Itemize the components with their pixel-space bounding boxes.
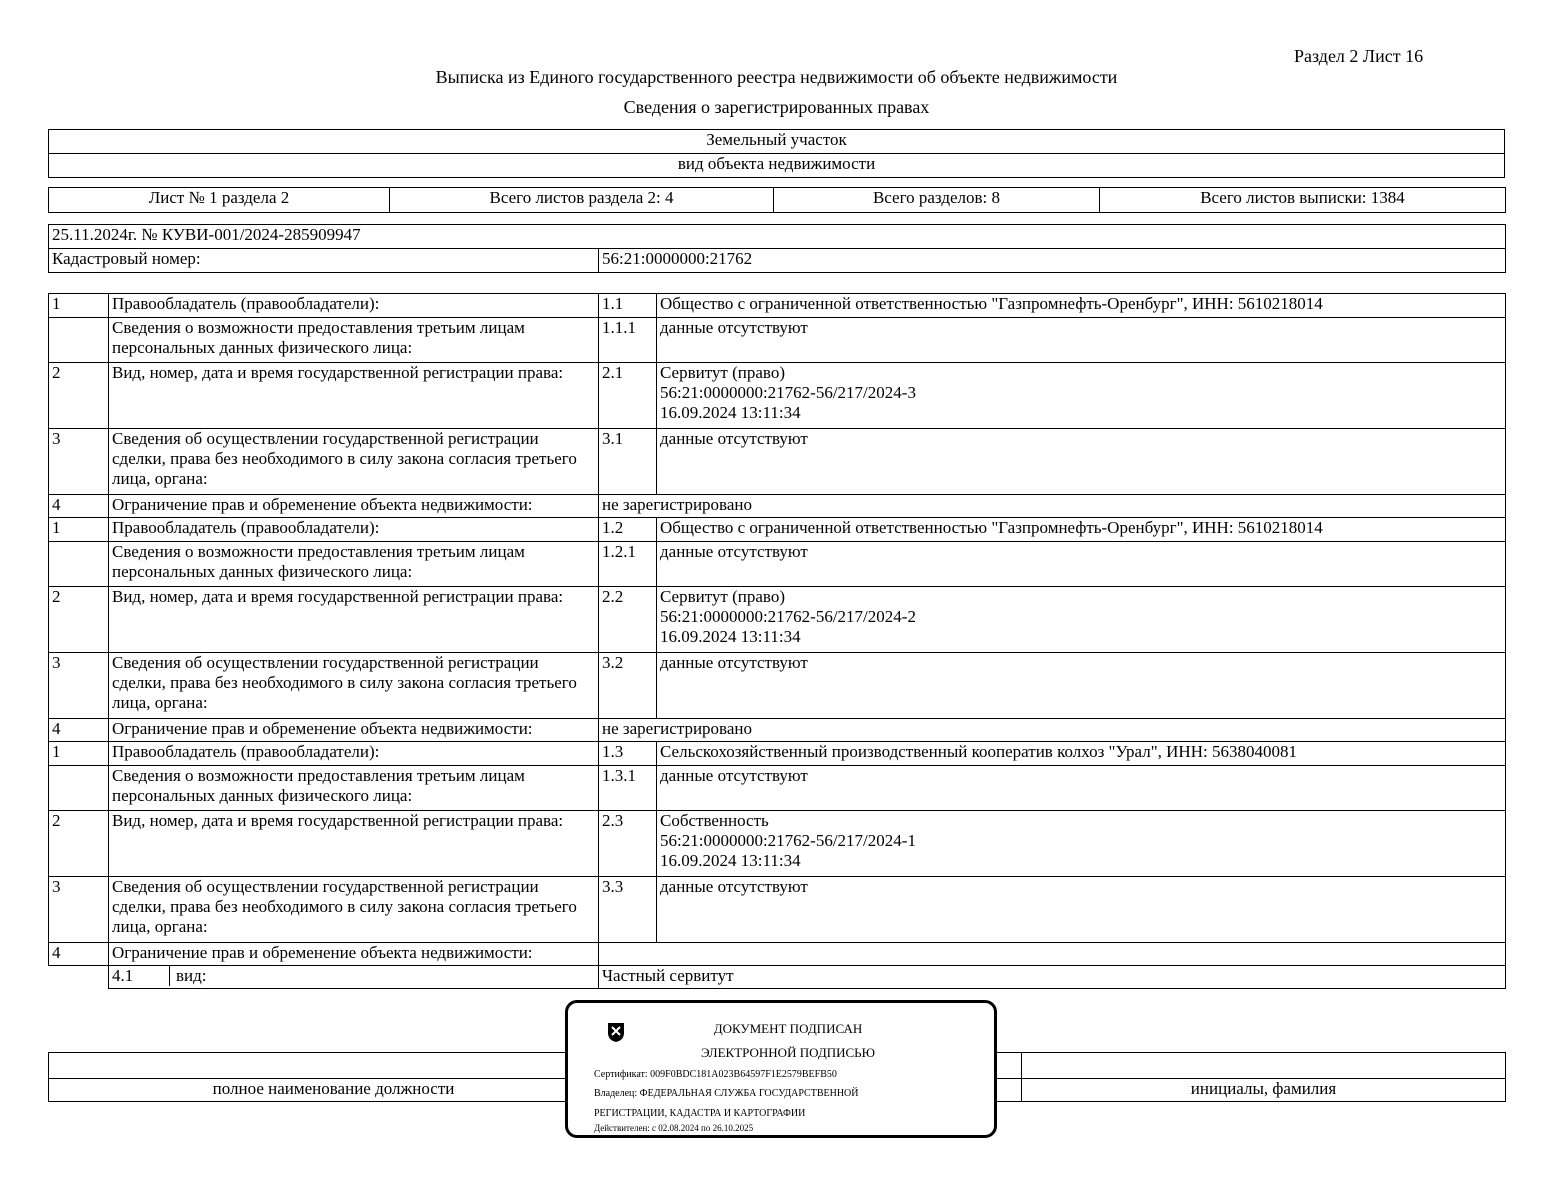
row-number: 3 [49, 653, 109, 719]
row-code: 3.1 [599, 429, 657, 495]
row-label: Сведения о возможности предоставления третьим лицам персональных данных физического лица: [109, 766, 599, 811]
table-row [49, 877, 1506, 943]
row-value: данные отсутствуют [657, 318, 1506, 363]
cadastral-label: Кадастровый номер: [49, 249, 599, 273]
row-value: данные отсутствуют [657, 877, 1506, 943]
document-subtitle: Сведения о зарегистрированных правах [623, 97, 930, 117]
e-signature-stamp [565, 1000, 997, 1138]
row-value: данные отсутствуют [657, 429, 1506, 495]
stamp-owner-2: РЕГИСТРАЦИИ, КАДАСТРА И КАРТОГРАФИИ [594, 1108, 806, 1119]
row-code: 3.2 [599, 653, 657, 719]
row-value: Общество с ограниченной ответственностью "Газпромнефть-Оренбург", ИНН: 5610218014 [657, 294, 1506, 318]
row-label: Ограничение прав и обременение объекта недвижимости: [109, 495, 599, 518]
row-label: Вид, номер, дата и время государственной регистрации права: [109, 363, 599, 429]
table-row [49, 766, 1506, 811]
total-sections: Всего разделов: 8 [774, 188, 1100, 213]
position-caption: полное наименование должности [49, 1079, 619, 1102]
subrow-code: 4.1 [109, 966, 170, 986]
row-value: Сервитут (право) 56:21:0000000:21762-56/217/2024-2 16.09.2024 13:11:34 [657, 587, 1506, 653]
table-subrow [49, 966, 1506, 989]
row-value: не зарегистрировано [599, 495, 1506, 518]
rights-table [48, 293, 1506, 989]
row-code: 2.2 [599, 587, 657, 653]
row-label: Вид, номер, дата и время государственной регистрации права: [109, 811, 599, 877]
row-label: Ограничение прав и обременение объекта недвижимости: [109, 719, 599, 742]
row-number: 3 [49, 877, 109, 943]
row-code: 1.3.1 [599, 766, 657, 811]
document-title: Выписка из Единого государственного реестра недвижимости об объекте недвижимости [435, 67, 1118, 87]
object-type-value: Земельный участок [49, 130, 1505, 154]
row-label: Сведения о возможности предоставления третьим лицам персональных данных физического лица: [109, 542, 599, 587]
row-label: Правообладатель (правообладатели): [109, 742, 599, 766]
stamp-line-1: ДОКУМЕНТ ПОДПИСАН [713, 1021, 863, 1036]
row-label: Сведения об осуществлении государственной регистрации сделки, права без необходимого в силу закона согласия третьего лица, органа: [109, 653, 599, 719]
row-code: 1.2.1 [599, 542, 657, 587]
total-section-sheets: Всего листов раздела 2: 4 [390, 188, 774, 213]
row-number [49, 766, 109, 811]
subrow-label: вид: [176, 966, 207, 985]
row-number: 4 [49, 719, 109, 742]
table-row [49, 518, 1506, 542]
object-type-table [48, 129, 1505, 178]
row-number: 4 [49, 495, 109, 518]
table-row [49, 811, 1506, 877]
sheet-number: Лист № 1 раздела 2 [49, 188, 390, 213]
table-row [49, 719, 1506, 742]
table-row [49, 653, 1506, 719]
row-number [49, 542, 109, 587]
row-value: не зарегистрировано [599, 719, 1506, 742]
row-number: 4 [49, 943, 109, 966]
stamp-validity: Действителен: с 02.08.2024 по 26.10.2025 [594, 1123, 754, 1133]
row-label: Правообладатель (правообладатели): [109, 294, 599, 318]
row-number: 1 [49, 518, 109, 542]
sheet-info-table [48, 187, 1506, 213]
row-label: Правообладатель (правообладатели): [109, 518, 599, 542]
row-label: Вид, номер, дата и время государственной регистрации права: [109, 587, 599, 653]
total-extract-sheets: Всего листов выписки: 1384 [1100, 188, 1506, 213]
row-number: 1 [49, 742, 109, 766]
object-type-caption: вид объекта недвижимости [49, 154, 1505, 178]
row-code: 1.1.1 [599, 318, 657, 363]
row-number [49, 318, 109, 363]
row-code: 2.3 [599, 811, 657, 877]
row-value: Собственность 56:21:0000000:21762-56/217/2024-1 16.09.2024 13:11:34 [657, 811, 1506, 877]
table-row [49, 742, 1506, 766]
row-label: Сведения об осуществлении государственной регистрации сделки, права без необходимого в силу закона согласия третьего лица, органа: [109, 429, 599, 495]
row-value: данные отсутствуют [657, 766, 1506, 811]
subrow-value: Частный сервитут [599, 966, 1506, 989]
row-number: 2 [49, 587, 109, 653]
stamp-line-2: ЭЛЕКТРОННОЙ ПОДПИСЬЮ [701, 1045, 875, 1060]
row-value [599, 943, 1506, 966]
row-code: 1.2 [599, 518, 657, 542]
row-value: данные отсутствуют [657, 542, 1506, 587]
row-number: 3 [49, 429, 109, 495]
table-row [49, 542, 1506, 587]
table-row [49, 943, 1506, 966]
row-label: Сведения о возможности предоставления третьим лицам персональных данных физического лица: [109, 318, 599, 363]
table-row [49, 294, 1506, 318]
stamp-owner-1: Владелец: ФЕДЕРАЛЬНАЯ СЛУЖБА ГОСУДАРСТВЕННОЙ [594, 1088, 859, 1099]
table-row [49, 318, 1506, 363]
row-code: 3.3 [599, 877, 657, 943]
row-value: Сельскохозяйственный производственный кооператив колхоз "Урал", ИНН: 5638040081 [657, 742, 1506, 766]
row-code: 1.3 [599, 742, 657, 766]
row-label: Сведения об осуществлении государственной регистрации сделки, права без необходимого в силу закона согласия третьего лица, органа: [109, 877, 599, 943]
row-number: 1 [49, 294, 109, 318]
section-sheet-label: Раздел 2 Лист 16 [1294, 46, 1424, 66]
table-row [49, 429, 1506, 495]
row-value: Общество с ограниченной ответственностью "Газпромнефть-Оренбург", ИНН: 5610218014 [657, 518, 1506, 542]
table-row [49, 495, 1506, 518]
row-code: 2.1 [599, 363, 657, 429]
doc-info-table [48, 224, 1506, 273]
row-value: Сервитут (право) 56:21:0000000:21762-56/217/2024-3 16.09.2024 13:11:34 [657, 363, 1506, 429]
row-number: 2 [49, 811, 109, 877]
name-caption: инициалы, фамилия [1022, 1079, 1506, 1102]
row-number: 2 [49, 363, 109, 429]
row-label: Ограничение прав и обременение объекта недвижимости: [109, 943, 599, 966]
cadastral-value: 56:21:0000000:21762 [599, 249, 1506, 273]
row-value: данные отсутствуют [657, 653, 1506, 719]
table-row [49, 363, 1506, 429]
stamp-certificate: Сертификат: 009F0BDC181A023B64597F1E2579BEFB50 [594, 1069, 837, 1080]
table-row [49, 587, 1506, 653]
date-number: 25.11.2024г. № КУВИ-001/2024-285909947 [49, 225, 1506, 249]
emblem-icon [606, 1021, 626, 1043]
row-code: 1.1 [599, 294, 657, 318]
